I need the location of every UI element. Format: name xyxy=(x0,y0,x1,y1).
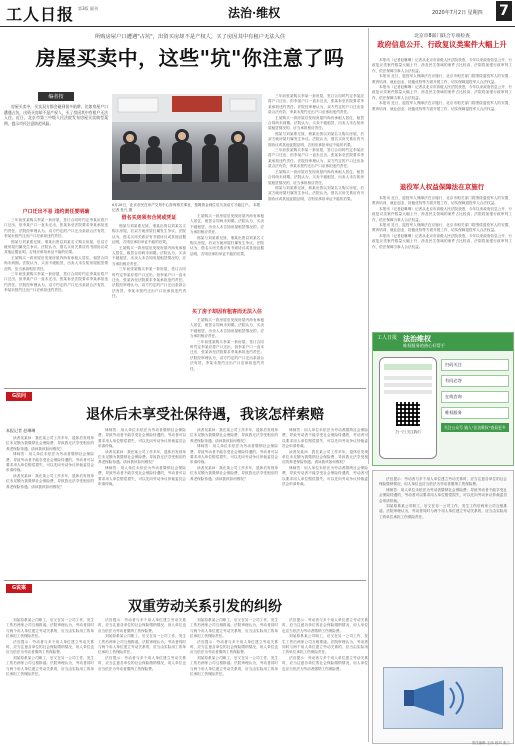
sidebar-text-1-para3: 本报讯（记者赵琳琳）记者从北京市高级人民法院获悉，今年以来政府信息公开、行政复议类案件数量大幅上升，涉及民生领域的案件占比较高，法院将加强行政审判工作，依法保障当事人合法权益。 xyxy=(372,85,512,100)
law-byline: 本报记者 赵琳琳 xyxy=(6,428,36,433)
column-text-5-para4: 三年前张某购买李某一套房屋，签订合同时约定李某应将户口迁出，但李某户口一直未迁出，张某诉至法院要求李某承担违约责任。法院经审理认为，双方约定的户口迁出条款合法有效，李某未按约迁出户口应承担违约责任。 xyxy=(268,148,364,169)
law-text-3-para: 读者吴某问：我在某公司工作多年，退休后发现单位未足额为我缴纳社会保险费，导致我无法享受相应的养老保险待遇。请问我该如何维权？ xyxy=(190,428,278,443)
law-text-2-para: 律师答：用人单位未依法为劳动者缴纳社会保险费，导致劳动者不能享受社会保险待遇的，劳动者可以要求用人单位赔偿损失，可以先向劳动争议仲裁委员会申请仲裁。 xyxy=(98,428,186,449)
case-text-2-para3: 法官提示：劳动者与多个用人单位建立劳动关系时，应当注意各单位的社会保险缴纳情况，用人单位也应当依法为劳动者缴纳工伤保险费。 xyxy=(98,655,186,671)
phone-mockup xyxy=(379,357,437,459)
divider-law-case xyxy=(4,580,366,581)
sidebar-text-1-para4: 本报讯 近日，退役军人保障法在京施行，北京市相关部门将围绕退役军人的安置、教育培训、就业创业、抚恤优待等方面开展工作，切实保障退役军人合法权益。 xyxy=(372,101,512,111)
column-text-5-para: 三年前张某购买李某一套房屋，签订合同时约定李某应将户口迁出，但李某户口一直未迁出，张某诉至法院要求李某承担违约责任。法院经审理认为，双方约定的户口迁出条款合法有效，李某未按约迁出户口应承担违约责任。 xyxy=(268,94,364,115)
column-text-2-para: 邢某与刘某系兄妹，邢某出资以刘某名义购买房屋，后双方就房屋归属发生争议。法院认为，借名买房关系应有书面协议或其他证据证明，否则应承担举证不能的后果。 xyxy=(112,224,186,245)
subhead-tenant: 买了房子却因有租客而无法入住 xyxy=(191,309,262,315)
law-text-1 xyxy=(6,436,94,574)
column-text-3-para: 王某购买一套房屋后发现房屋内尚有承租人居住，租赁合同尚未到期。法院认为，买卖不破租赁，出卖人未告知房屋租赁情况的，应当承担相应责任。 xyxy=(190,214,264,235)
law-text-3 xyxy=(190,428,278,574)
law-text-2-para2: 读者吴某问：我在某公司工作多年，退休后发现单位未足额为我缴纳社会保险费，导致我无法享受相应的养老保险待遇。请问我该如何维权？ xyxy=(98,449,186,465)
case-text-4-para3: 法官提示：劳动者与多个用人单位建立劳动关系时，应当注意各单位的社会保险缴纳情况，用人单位也应当依法为劳动者缴纳工伤保险费。 xyxy=(282,655,368,671)
column-text-1-para4: 三年前张某购买李某一套房屋，签订合同时约定李某应将户口迁出，但李某户口一直未迁出，张某诉至法院要求李某承担违约责任。法院经审理认为，双方约定的户口迁出条款合法有效，李某未按约迁出户口应承担违约责任。 xyxy=(4,272,108,293)
law-text-4-para3: 律师答：用人单位未依法为劳动者缴纳社会保险费，导致劳动者不能享受社会保险待遇的，劳动者可以要求用人单位赔偿损失，可以先向劳动争议仲裁委员会申请仲裁。 xyxy=(282,465,368,487)
column-text-1 xyxy=(4,218,108,384)
column-text-4 xyxy=(190,318,264,384)
column-text-5 xyxy=(268,94,364,384)
promo-title: 法治维权 xyxy=(403,335,431,343)
sidebar-headline-2: 退役军人权益保障法在京施行 xyxy=(399,183,485,191)
promo-item: 有问必答 xyxy=(441,375,509,387)
sidebar-headline: 政府信息公开、行政复议类案件大幅上升 xyxy=(377,40,507,49)
photo-caption: 6月28日，北京市民在房产交易中心咨询相关事宜，按揭资金到位后买卖双方才能过户。 本报记者 杜凡 摄 xyxy=(112,203,261,212)
editor-note-label: 编者按 xyxy=(38,92,74,101)
section-title: 法治·维权 xyxy=(228,6,281,20)
case-text-3-para3: 刘某原系某公司职工，后又在另一公司工作，发生工伤后两家公司互相推诿。法院审理认为，劳动者同时与两个用人单位建立劳动关系的，应当由实际用工的单位承担工伤保险责任。 xyxy=(190,655,278,677)
promo-item: 在线咨询 xyxy=(441,391,509,403)
column-text-5-para6: 邢某与刘某系兄妹，邢某出资以刘某名义购买房屋，后双方就房屋归属发生争议。法院认为，借名买房关系应有书面协议或其他证据证明，否则应承担举证不能的后果。 xyxy=(268,185,364,201)
case-headline: 双重劳动关系引发的纠纷 xyxy=(128,599,282,615)
column-text-5-para2: 王某购买一套房屋后发现房屋内尚有承租人居住，租赁合同尚未到期。法院认为，买卖不破租赁，出卖人未告知房屋租赁情况的，应当承担相应责任。 xyxy=(268,115,364,131)
case-badge: G说案 xyxy=(6,584,32,593)
page-number: 7 xyxy=(496,1,512,21)
column-text-1-para: 三年前张某购买李某一套房屋，签订合同时约定李某应将户口迁出，但李某户口一直未迁出，张某诉至法院要求李某承担违约责任。法院经审理认为，双方约定的户口迁出条款合法有效，李某未按约迁出户口应承担违约责任。 xyxy=(4,218,108,239)
law-text-3-para2: 律师答：用人单位未依法为劳动者缴纳社会保险费，导致劳动者不能享受社会保险待遇的，劳动者可以要求用人单位赔偿损失，可以先向劳动争议仲裁委员会申请仲裁。 xyxy=(190,444,278,465)
case-text-2-para2: 刘某原系某公司职工，后又在另一公司工作，发生工伤后两家公司互相推诿。法院审理认为，劳动者同时与两个用人单位建立劳动关系的，应当由实际用工的单位承担工伤保险责任。 xyxy=(98,634,186,655)
promo-item: 维权服务 xyxy=(441,407,509,419)
lower-right-para: 法官提示：劳动者与多个用人单位建立劳动关系时，应当注意各单位的社会保险缴纳情况，用人单位也应当依法为劳动者缴纳工伤保险费。 xyxy=(379,477,507,487)
case-text-1-para: 刘某原系某公司职工，后又在另一公司工作，发生工伤后两家公司互相推诿。法院审理认为，劳动者同时与两个用人单位建立劳动关系的，应当由实际用工的单位承担工伤保险责任。 xyxy=(6,618,94,639)
law-text-1-para: 读者吴某问：我在某公司工作多年，退休后发现单位未足额为我缴纳社会保险费，导致我无法享受相应的养老保险待遇。请问我该如何维权？ xyxy=(6,436,94,451)
crowd-illustration xyxy=(112,94,262,200)
case-text-3-para2: 法官提示：劳动者与多个用人单位建立劳动关系时，应当注意各单位的社会保险缴纳情况，用人单位也应当依法为劳动者缴纳工伤保险费。 xyxy=(190,639,278,655)
main-headline: 房屋买卖中，这些"坑"你注意了吗 xyxy=(35,46,345,70)
case-text-3 xyxy=(190,618,278,742)
megaphone-icon xyxy=(384,668,502,728)
law-text-4 xyxy=(282,428,368,574)
promo-header xyxy=(373,333,513,351)
law-text-2-para3: 律师答：用人单位未依法为劳动者缴纳社会保险费，导致劳动者不能享受社会保险待遇的，劳动者可以要求用人单位赔偿损失，可以先向劳动争议仲裁委员会申请仲裁。 xyxy=(98,465,186,487)
column-text-3-para2: 邢某与刘某系兄妹，邢某出资以刘某名义购买房屋，后双方就房屋归属发生争议。法院认为，借名买房关系应有书面协议或其他证据证明，否则应承担举证不能的后果。 xyxy=(190,235,264,256)
sidebar-text-2-para: 本报讯 近日，退役军人保障法在京施行，北京市相关部门将围绕退役军人的安置、教育培训、就业创业、抚恤优待等方面开展工作，切实保障退役军人合法权益。 xyxy=(372,196,512,206)
law-text-2 xyxy=(98,428,186,574)
lower-right-para3: 刘某原系某公司职工，后又在另一公司工作，发生工伤后两家公司互相推诿。法院审理认为，劳动者同时与两个用人单位建立劳动关系的，应当由实际用工的单位承担工伤保险责任。 xyxy=(379,504,507,519)
masthead-sub: 第3版 副刊 xyxy=(78,6,98,11)
case-text-1-para3: 刘某原系某公司职工，后又在另一公司工作，发生工伤后两家公司互相推诿。法院审理认为，劳动者同时与两个用人单位建立劳动关系的，应当由实际用工的单位承担工伤保险责任。 xyxy=(6,655,94,677)
page-footer: 责任编辑 王伟 校对 张三 xyxy=(471,741,510,745)
sidebar-text-1-para2: 本报讯 近日，退役军人保障法在京施行，北京市相关部门将围绕退役军人的安置、教育培训、就业创业、抚恤优待等方面开展工作，切实保障退役军人合法权益。 xyxy=(372,74,512,84)
lower-right-graphic xyxy=(383,667,503,729)
column-text-5-para5: 王某购买一套房屋后发现房屋内尚有承租人居住，租赁合同尚未到期。法院认为，买卖不破租赁，出卖人未告知房屋租赁情况的，应当承担相应责任。 xyxy=(268,169,364,185)
law-badge: G法问 xyxy=(6,392,32,401)
case-text-1-para2: 法官提示：劳动者与多个用人单位建立劳动关系时，应当注意各单位的社会保险缴纳情况，用人单位也应当依法为劳动者缴纳工伤保险费。 xyxy=(6,639,94,655)
column-text-5-para3: 邢某与刘某系兄妹，邢某出资以刘某名义购买房屋，后双方就房屋归属发生争议。法院认为，借名买房关系应有书面协议或其他证据证明，否则应承担举证不能的后果。 xyxy=(268,131,364,147)
column-text-2-para2: 王某购买一套房屋后发现房屋内尚有承租人居住，租赁合同尚未到期。法院认为，买卖不破租赁，出卖人未告知房屋租赁情况的，应当承担相应责任。 xyxy=(112,245,186,266)
column-text-4-para2: 三年前张某购买李某一套房屋，签订合同时约定李某应将户口迁出，但李某户口一直未迁出，张某诉至法院要求李某承担违约责任。法院经审理认为，双方约定的户口迁出条款合法有效，李某未按约迁出户口应承担违约责任。 xyxy=(190,339,264,371)
lower-right-box xyxy=(372,470,514,744)
column-text-1-para3: 王某购买一套房屋后发现房屋内尚有承租人居住，租赁合同尚未到期。法院认为，买卖不破租赁，出卖人未告知房屋租赁情况的，应当承担相应责任。 xyxy=(4,255,108,271)
divider-main-law xyxy=(4,388,366,389)
editor-note-text: 房屋买卖中，买卖双方都会碰到很多陷阱，比如房屋户口遭遇占坑，出资买房却不是产权人，买了房因其中有租户无法入住。近日，北京市第三中级人民法院发布房屋买卖典型案例，提示市民注意防范风险。 xyxy=(4,104,108,126)
law-text-4-para2: 读者吴某问：我在某公司工作多年，退休后发现单位未足额为我缴纳社会保险费，导致我无法享受相应的养老保险待遇。请问我该如何维权？ xyxy=(282,449,368,465)
law-text-3-para3: 读者吴某问：我在某公司工作多年，退休后发现单位未足额为我缴纳社会保险费，导致我无法享受相应的养老保险待遇。请问我该如何维权？ xyxy=(190,465,278,481)
news-photo xyxy=(112,94,262,200)
sidebar-text-2 xyxy=(372,196,512,326)
column-text-4-para: 王某购买一套房屋后发现房屋内尚有承租人居住，租赁合同尚未到期。法院认为，买卖不破租赁，出卖人未告知房屋租赁情况的，应当承担相应责任。 xyxy=(190,318,264,339)
law-headline: 退休后未享受社保待遇，我该怎样索赔 xyxy=(86,407,324,423)
column-text-1-para2: 邢某与刘某系兄妹，邢某出资以刘某名义购买房屋，后双方就房屋归属发生争议。法院认为，借名买房关系应有书面协议或其他证据证明，否则应承担举证不能的后果。 xyxy=(4,239,108,255)
promo-cta: 关注公众号 输入"法治维权"查看更多 xyxy=(441,423,509,432)
newspaper-logo: 工人日报 xyxy=(6,5,75,24)
case-text-3-para: 刘某原系某公司职工，后又在另一公司工作，发生工伤后两家公司互相推诿。法院审理认为，劳动者同时与两个用人单位建立劳动关系的，应当由实际用工的单位承担工伤保险责任。 xyxy=(190,618,278,639)
column-text-3 xyxy=(190,214,264,304)
law-text-1-para3: 读者吴某问：我在某公司工作多年，退休后发现单位未足额为我缴纳社会保险费，导致我无法享受相应的养老保险待遇。请问我该如何维权？ xyxy=(6,473,94,489)
sidebar-text-2-para4: 本报讯（记者赵琳琳）记者从北京市高级人民法院获悉，今年以来政府信息公开、行政复议类案件数量大幅上升，涉及民生领域的案件占比较高，法院将加强行政审判工作，依法保障当事人合法权益。 xyxy=(372,233,512,249)
subhead-hukou: 户口迁出不易 违约责任要明确 xyxy=(22,209,90,215)
main-kicker: 所购房屋户口遭遇"占坑"，出资买房却不是产权人，买了房因其中有租户无法入住 xyxy=(94,34,286,40)
lower-right-text xyxy=(379,477,507,659)
lower-right-para2: 律师答：用人单位未依法为劳动者缴纳社会保险费，导致劳动者不能享受社会保险待遇的，劳动者可以要求用人单位赔偿损失，可以先向劳动争议仲裁委员会申请仲裁。 xyxy=(379,487,507,503)
subhead-borrowed-name: 借名买房须有合同或凭证 xyxy=(121,215,177,221)
sidebar-text-1 xyxy=(372,58,512,176)
sidebar-text-1-para: 本报讯（记者赵琳琳）记者从北京市高级人民法院获悉，今年以来政府信息公开、行政复议类案件数量大幅上升，涉及民生领域的案件占比较高，法院将加强行政审判工作，依法保障当事人合法权益。 xyxy=(372,58,512,73)
case-text-2 xyxy=(98,618,186,742)
case-text-1 xyxy=(6,618,94,742)
law-text-4-para: 律师答：用人单位未依法为劳动者缴纳社会保险费，导致劳动者不能享受社会保险待遇的，劳动者可以要求用人单位赔偿损失，可以先向劳动争议仲裁委员会申请仲裁。 xyxy=(282,428,368,449)
case-text-2-para: 法官提示：劳动者与多个用人单位建立劳动关系时，应当注意各单位的社会保险缴纳情况，用人单位也应当依法为劳动者缴纳工伤保险费。 xyxy=(98,618,186,633)
masthead xyxy=(0,0,515,27)
qr-code-icon xyxy=(396,402,420,426)
case-text-4-para2: 刘某原系某公司职工，后又在另一公司工作，发生工伤后两家公司互相推诿。法院审理认为，劳动者同时与两个用人单位建立劳动关系的，应当由实际用工的单位承担工伤保险责任。 xyxy=(282,634,368,655)
case-text-4 xyxy=(282,618,368,742)
divider-main-sidebar xyxy=(368,28,369,464)
divider-lower-right xyxy=(368,470,369,742)
promo-panel xyxy=(372,332,514,466)
column-text-2 xyxy=(112,224,186,384)
promo-subtitle: 维权服务的热心好帮手 xyxy=(403,343,445,348)
promo-items xyxy=(441,359,509,432)
promo-logo: 工人日报 xyxy=(377,335,398,341)
promo-footer: 扫一扫 关注我们 xyxy=(395,430,421,434)
law-text-1-para2: 律师答：用人单位未依法为劳动者缴纳社会保险费，导致劳动者不能享受社会保险待遇的，劳动者可以要求用人单位赔偿损失，可以先向劳动争议仲裁委员会申请仲裁。 xyxy=(6,452,94,473)
editor-note-box xyxy=(4,92,108,176)
promo-item: 扫码关注 xyxy=(441,359,509,371)
case-text-4-para: 法官提示：劳动者与多个用人单位建立劳动关系时，应当注意各单位的社会保险缴纳情况，用人单位也应当依法为劳动者缴纳工伤保险费。 xyxy=(282,618,368,633)
sidebar-kicker: 北京市8部门联合专项检查 xyxy=(414,34,470,39)
column-text-2-para3: 三年前张某购买李某一套房屋，签订合同时约定李某应将户口迁出，但李某户口一直未迁出，张某诉至法院要求李某承担违约责任。法院经审理认为，双方约定的户口迁出条款合法有效，李某未按约迁出户口应承担违约责任。 xyxy=(112,267,186,299)
sidebar-text-2-para3: 本报讯 近日，退役军人保障法在京施行，北京市相关部门将围绕退役军人的安置、教育培训、就业创业、抚恤优待等方面开展工作，切实保障退役军人合法权益。 xyxy=(372,223,512,233)
issue-date: 2020年7月2日 星期四 xyxy=(432,10,483,16)
sidebar-text-2-para2: 本报讯（记者赵琳琳）记者从北京市高级人民法院获悉，今年以来政府信息公开、行政复议类案件数量大幅上升，涉及民生领域的案件占比较高，法院将加强行政审判工作，依法保障当事人合法权益。 xyxy=(372,206,512,222)
